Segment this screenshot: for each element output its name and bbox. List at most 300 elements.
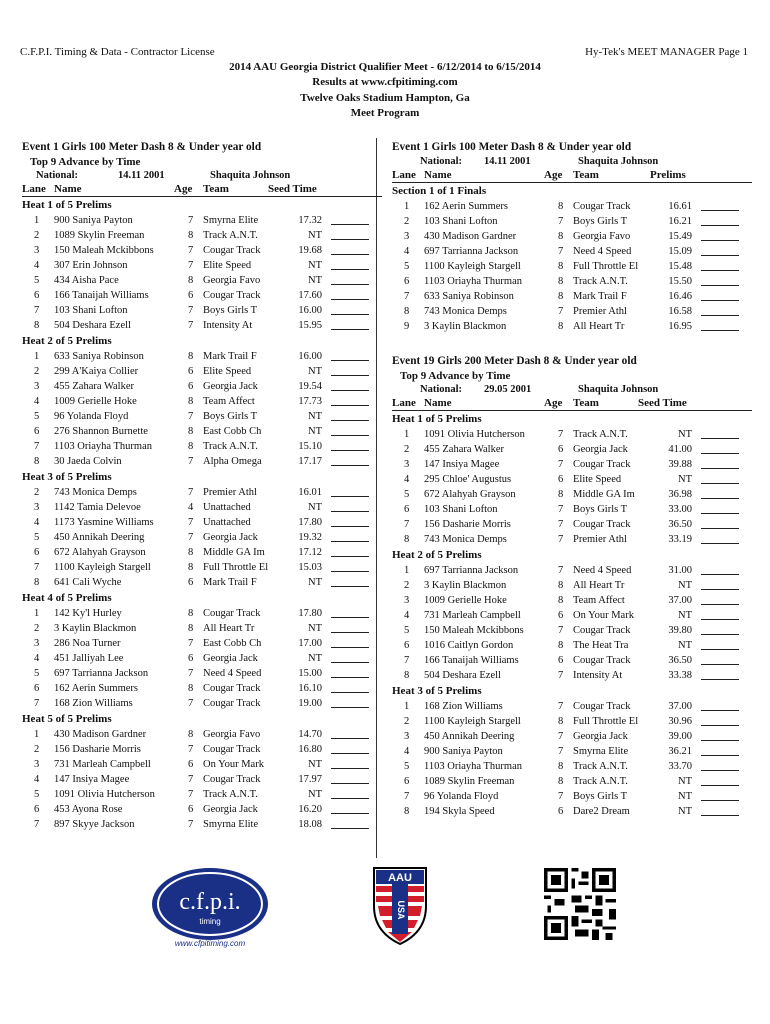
table-row	[22, 485, 382, 500]
table-row	[22, 379, 382, 394]
lane-cell: 7	[34, 305, 40, 316]
team-cell: Cougar Track	[573, 201, 631, 212]
team-cell: All Heart Tr	[573, 321, 625, 332]
age-cell: 8	[188, 683, 194, 694]
team-cell: Elite Speed	[203, 366, 252, 377]
age-cell: 7	[558, 731, 564, 742]
time-cell: 15.50	[668, 276, 692, 287]
result-blank-line	[331, 224, 369, 225]
age-cell: 6	[558, 444, 564, 455]
meet-title: 2014 AAU Georgia District Qualifier Meet - 6/12/2014 to 6/15/2014	[229, 61, 541, 73]
col-age: Age	[544, 397, 563, 409]
team-cell: Smyrna Elite	[203, 819, 259, 830]
team-cell: Georgia Favo	[203, 729, 261, 740]
result-blank-line	[701, 543, 739, 544]
result-blank-line	[701, 619, 739, 620]
age-cell: 8	[558, 640, 564, 651]
name-cell: 731 Marleah Campbell	[424, 610, 521, 621]
result-blank-line	[331, 632, 369, 633]
age-cell: 8	[188, 608, 194, 619]
result-blank-line	[331, 465, 369, 466]
name-cell: 103 Shani Lofton	[424, 216, 498, 227]
result-blank-line	[701, 740, 739, 741]
lane-cell: 5	[34, 532, 40, 543]
age-cell: 7	[558, 534, 564, 545]
team-cell: Cougar Track	[573, 701, 631, 712]
time-cell: NT	[678, 776, 692, 787]
age-cell: 8	[558, 291, 564, 302]
team-cell: Elite Speed	[573, 474, 622, 485]
team-cell: Full Throttle El	[573, 716, 639, 727]
lane-cell: 3	[34, 502, 40, 513]
team-cell: Boys Girls T	[203, 411, 258, 422]
result-blank-line	[331, 541, 369, 542]
col-team: Team	[203, 183, 229, 195]
table-row	[392, 759, 752, 774]
heat-title: Heat 2 of 5 Prelims	[22, 335, 112, 347]
name-cell: 450 Annikah Deering	[54, 532, 145, 543]
age-cell: 7	[558, 791, 564, 802]
table-row	[22, 727, 382, 742]
team-cell: Mark Trail F	[203, 577, 257, 588]
cfpi-logo-url: www.cfpitiming.com	[174, 939, 246, 948]
lane-cell: 1	[404, 201, 410, 212]
lane-cell: 1	[404, 565, 410, 576]
heat-title: Heat 1 of 5 Prelims	[22, 199, 112, 211]
cfpi-logo-text: c.f.p.i.	[179, 889, 241, 915]
name-cell: 1016 Caitlyn Gordon	[424, 640, 514, 651]
name-cell: 434 Aisha Pace	[54, 275, 119, 286]
table-row	[22, 273, 382, 288]
result-blank-line	[701, 589, 739, 590]
lane-cell: 8	[404, 306, 410, 317]
team-cell: Cougar Track	[203, 608, 261, 619]
team-cell: Georgia Favo	[203, 275, 261, 286]
age-cell: 6	[188, 804, 194, 815]
time-cell: 15.09	[668, 246, 692, 257]
age-cell: 8	[188, 275, 194, 286]
age-cell: 7	[558, 746, 564, 757]
name-cell: 1142 Tamia Delevoe	[54, 502, 141, 513]
header-right: Hy-Tek's MEET MANAGER Page 1	[585, 46, 748, 58]
national-time: 14.11 2001	[484, 156, 531, 167]
table-row	[392, 578, 752, 593]
team-cell: Cougar Track	[203, 698, 261, 709]
age-cell: 6	[188, 577, 194, 588]
table-row	[22, 742, 382, 757]
team-cell: Georgia Jack	[203, 532, 258, 543]
age-cell: 8	[558, 580, 564, 591]
name-cell: 168 Zion Williams	[424, 701, 503, 712]
heat-title: Heat 3 of 5 Prelims	[392, 685, 482, 697]
col-name: Name	[424, 397, 452, 409]
name-cell: 731 Marleah Campbell	[54, 759, 151, 770]
name-cell: 3 Kaylin Blackmon	[424, 580, 507, 591]
heat-title: Heat 1 of 5 Prelims	[392, 413, 482, 425]
lane-cell: 5	[34, 411, 40, 422]
time-cell: 37.00	[668, 595, 692, 606]
age-cell: 8	[188, 562, 194, 573]
time-cell: NT	[308, 759, 322, 770]
cfpi-logo-sub: timing	[199, 917, 221, 926]
result-blank-line	[331, 254, 369, 255]
name-cell: 697 Tarrianna Jackson	[424, 565, 519, 576]
table-row	[392, 563, 752, 578]
lane-cell: 4	[404, 246, 410, 257]
name-cell: 633 Saniya Robinson	[54, 351, 144, 362]
table-row	[392, 319, 752, 334]
age-cell: 6	[188, 366, 194, 377]
aau-logo-top: AAU	[388, 872, 412, 884]
age-cell: 8	[558, 776, 564, 787]
team-cell: Track A.N.T.	[203, 789, 258, 800]
heat-list	[22, 198, 382, 832]
lane-cell: 3	[404, 595, 410, 606]
time-cell: 15.49	[668, 231, 692, 242]
age-cell: 7	[188, 411, 194, 422]
name-cell: 504 Deshara Ezell	[424, 670, 501, 681]
team-cell: Mark Trail F	[573, 291, 627, 302]
time-cell: 16.80	[298, 744, 322, 755]
table-row	[392, 638, 752, 653]
table-row	[22, 696, 382, 711]
age-cell: 7	[558, 459, 564, 470]
time-cell: 16.58	[668, 306, 692, 317]
table-row	[392, 304, 752, 319]
name-cell: 430 Madison Gardner	[424, 231, 517, 242]
team-cell: Dare2 Dream	[573, 806, 630, 817]
name-cell: 156 Dasharie Morris	[54, 744, 141, 755]
col-age: Age	[544, 169, 563, 181]
team-cell: Cougar Track	[573, 655, 631, 666]
lane-cell: 4	[404, 474, 410, 485]
table-row	[392, 532, 752, 547]
table-row	[22, 802, 382, 817]
aau-logo	[370, 862, 430, 946]
team-cell: On Your Mark	[203, 759, 264, 770]
heat-title: Heat 5 of 5 Prelims	[22, 713, 112, 725]
name-cell: 1173 Yasmine Williams	[54, 517, 154, 528]
age-cell: 7	[188, 517, 194, 528]
lane-cell: 3	[404, 731, 410, 742]
team-cell: On Your Mark	[573, 610, 634, 621]
lane-cell: 6	[34, 683, 40, 694]
age-cell: 8	[558, 261, 564, 272]
lane-cell: 6	[34, 426, 40, 437]
table-row	[22, 606, 382, 621]
table-row	[392, 517, 752, 532]
age-cell: 7	[188, 487, 194, 498]
result-blank-line	[331, 783, 369, 784]
age-cell: 8	[188, 547, 194, 558]
time-cell: 36.21	[668, 746, 692, 757]
age-cell: 8	[558, 595, 564, 606]
lane-cell: 5	[404, 761, 410, 772]
time-cell: 16.00	[298, 351, 322, 362]
table-row	[392, 774, 752, 789]
time-cell: 16.01	[298, 487, 322, 498]
table-row	[392, 729, 752, 744]
result-blank-line	[331, 450, 369, 451]
name-cell: 1009 Gerielle Hoke	[54, 396, 137, 407]
team-cell: Boys Girls T	[573, 216, 628, 227]
table-row	[392, 214, 752, 229]
team-cell: Georgia Jack	[573, 731, 628, 742]
lane-cell: 3	[34, 638, 40, 649]
lane-cell: 3	[404, 459, 410, 470]
name-cell: 900 Saniya Payton	[54, 215, 133, 226]
name-cell: 1100 Kayleigh Stargell	[424, 716, 521, 727]
team-cell: Full Throttle El	[573, 261, 639, 272]
lane-cell: 7	[34, 562, 40, 573]
national-holder: Shaquita Johnson	[578, 156, 659, 167]
age-cell: 6	[188, 759, 194, 770]
time-cell: 33.70	[668, 761, 692, 772]
table-row	[22, 424, 382, 439]
time-cell: 15.10	[298, 441, 322, 452]
name-cell: 103 Shani Lofton	[424, 504, 498, 515]
result-blank-line	[701, 664, 739, 665]
col-seed: Seed Time	[638, 397, 687, 409]
result-blank-line	[331, 798, 369, 799]
time-cell: 19.00	[298, 698, 322, 709]
team-cell: Cougar Track	[203, 744, 261, 755]
lane-cell: 4	[404, 610, 410, 621]
table-row	[392, 229, 752, 244]
table-row	[22, 213, 382, 228]
result-blank-line	[701, 300, 739, 301]
team-cell: Track A.N.T.	[573, 776, 628, 787]
qr-code-icon	[544, 868, 616, 940]
lane-cell: 5	[404, 625, 410, 636]
name-cell: 633 Saniya Robinson	[424, 291, 514, 302]
result-blank-line	[331, 662, 369, 663]
time-cell: NT	[308, 577, 322, 588]
age-cell: 7	[188, 215, 194, 226]
age-cell: 7	[558, 429, 564, 440]
time-cell: 17.60	[298, 290, 322, 301]
lane-cell: 2	[34, 623, 40, 634]
result-blank-line	[331, 511, 369, 512]
name-cell: 166 Tanaijah Williams	[424, 655, 519, 666]
team-cell: Track A.N.T.	[573, 429, 628, 440]
age-cell: 8	[188, 351, 194, 362]
result-blank-line	[331, 768, 369, 769]
header-left: C.F.P.I. Timing & Data - Contractor License	[20, 46, 215, 58]
name-cell: 103 Shani Lofton	[54, 305, 128, 316]
result-blank-line	[331, 556, 369, 557]
lane-cell: 7	[34, 819, 40, 830]
time-cell: 14.70	[298, 729, 322, 740]
result-blank-line	[331, 813, 369, 814]
program-label: Meet Program	[350, 107, 420, 119]
name-cell: 743 Monica Demps	[424, 306, 507, 317]
time-cell: NT	[308, 502, 322, 513]
name-cell: 162 Aerin Summers	[54, 683, 138, 694]
event-title: Event 1 Girls 100 Meter Dash 8 & Under year old	[22, 141, 262, 153]
name-cell: 3 Kaylin Blackmon	[54, 623, 137, 634]
team-cell: Need 4 Speed	[573, 565, 632, 576]
team-cell: Intensity At	[203, 320, 253, 331]
finals-section-title: Section 1 of 1 Finals	[392, 185, 487, 197]
time-cell: 17.80	[298, 608, 322, 619]
team-cell: Smyrna Elite	[203, 215, 259, 226]
lane-cell: 7	[404, 519, 410, 530]
name-cell: 697 Tarrianna Jackson	[424, 246, 519, 257]
time-cell: 16.20	[298, 804, 322, 815]
lane-cell: 6	[34, 547, 40, 558]
age-cell: 4	[188, 502, 194, 513]
col-name: Name	[424, 169, 452, 181]
result-blank-line	[331, 390, 369, 391]
name-cell: 30 Jaeda Colvin	[54, 456, 122, 467]
table-row	[22, 621, 382, 636]
result-blank-line	[701, 679, 739, 680]
result-blank-line	[701, 574, 739, 575]
table-row	[392, 714, 752, 729]
time-cell: NT	[678, 610, 692, 621]
team-cell: Georgia Favo	[573, 231, 631, 242]
result-blank-line	[331, 420, 369, 421]
result-blank-line	[701, 483, 739, 484]
result-blank-line	[331, 496, 369, 497]
result-blank-line	[701, 225, 739, 226]
table-row	[22, 288, 382, 303]
result-blank-line	[331, 526, 369, 527]
time-cell: 17.00	[298, 638, 322, 649]
result-blank-line	[701, 513, 739, 514]
lane-cell: 4	[34, 653, 40, 664]
result-blank-line	[331, 299, 369, 300]
name-cell: 430 Madison Gardner	[54, 729, 147, 740]
team-cell: Boys Girls T	[573, 504, 628, 515]
time-cell: 17.32	[298, 215, 322, 226]
team-cell: Team Affect	[573, 595, 625, 606]
lane-cell: 6	[34, 290, 40, 301]
team-cell: Smyrna Elite	[573, 746, 629, 757]
name-cell: 194 Skyla Speed	[424, 806, 495, 817]
age-cell: 7	[188, 774, 194, 785]
time-cell: 17.97	[298, 774, 322, 785]
team-cell: Cougar Track	[203, 290, 261, 301]
age-cell: 6	[558, 474, 564, 485]
time-cell: NT	[308, 230, 322, 241]
time-cell: 16.21	[668, 216, 692, 227]
lane-cell: 1	[34, 608, 40, 619]
age-cell: 7	[558, 519, 564, 530]
team-cell: Intensity At	[573, 670, 623, 681]
result-blank-line	[331, 269, 369, 270]
table-row	[22, 258, 382, 273]
table-row	[392, 668, 752, 683]
event-title: Event 19 Girls 200 Meter Dash 8 & Under year old	[392, 355, 637, 367]
table-row	[22, 560, 382, 575]
name-cell: 900 Saniya Payton	[424, 746, 503, 757]
time-cell: NT	[678, 429, 692, 440]
time-cell: NT	[308, 260, 322, 271]
lane-cell: 1	[34, 729, 40, 740]
age-cell: 6	[558, 806, 564, 817]
table-row	[392, 289, 752, 304]
lane-cell: 1	[34, 215, 40, 226]
time-cell: NT	[308, 275, 322, 286]
age-cell: 6	[188, 381, 194, 392]
name-cell: 1100 Kayleigh Stargell	[54, 562, 151, 573]
table-row	[392, 789, 752, 804]
team-cell: Full Throttle El	[203, 562, 269, 573]
team-cell: East Cobb Ch	[203, 638, 262, 649]
name-cell: 147 Insiya Magee	[424, 459, 500, 470]
time-cell: NT	[678, 474, 692, 485]
time-cell: NT	[308, 426, 322, 437]
age-cell: 8	[558, 489, 564, 500]
col-name: Name	[54, 183, 82, 195]
table-row	[392, 274, 752, 289]
lane-cell: 8	[404, 534, 410, 545]
time-cell: NT	[308, 411, 322, 422]
col-lane: Lane	[392, 397, 416, 409]
lane-cell: 2	[34, 366, 40, 377]
col-team: Team	[573, 169, 599, 181]
team-cell: All Heart Tr	[203, 623, 255, 634]
team-cell: Cougar Track	[573, 519, 631, 530]
team-cell: Track A.N.T.	[203, 441, 258, 452]
lane-cell: 8	[34, 320, 40, 331]
team-cell: Need 4 Speed	[573, 246, 632, 257]
age-cell: 7	[188, 744, 194, 755]
age-cell: 8	[188, 441, 194, 452]
national-holder: Shaquita Johnson	[578, 384, 659, 395]
time-cell: NT	[678, 791, 692, 802]
lane-cell: 3	[34, 381, 40, 392]
national-time: 29.05 2001	[484, 384, 532, 395]
time-cell: 16.00	[298, 305, 322, 316]
table-row	[22, 364, 382, 379]
team-cell: Premier Athl	[203, 487, 257, 498]
table-row	[22, 772, 382, 787]
time-cell: 39.80	[668, 625, 692, 636]
name-cell: 455 Zahara Walker	[424, 444, 505, 455]
lane-cell: 2	[34, 487, 40, 498]
lane-cell: 6	[404, 776, 410, 787]
result-blank-line	[701, 755, 739, 756]
name-cell: 453 Ayona Rose	[54, 804, 123, 815]
lane-cell: 8	[404, 670, 410, 681]
table-row	[22, 666, 382, 681]
col-seed: Seed Time	[268, 183, 317, 195]
time-cell: NT	[678, 640, 692, 651]
name-cell: 295 Chloe' Augustus	[424, 474, 512, 485]
result-blank-line	[701, 649, 739, 650]
time-cell: NT	[308, 653, 322, 664]
advance-note: Top 9 Advance by Time	[30, 156, 141, 168]
name-cell: 897 Skyye Jackson	[54, 819, 135, 830]
col-team: Team	[573, 397, 599, 409]
result-blank-line	[331, 239, 369, 240]
name-cell: 1089 Skylin Freeman	[54, 230, 145, 241]
result-blank-line	[331, 375, 369, 376]
age-cell: 7	[188, 819, 194, 830]
age-cell: 7	[558, 216, 564, 227]
lane-cell: 1	[404, 701, 410, 712]
result-blank-line	[701, 453, 739, 454]
result-blank-line	[701, 770, 739, 771]
team-cell: All Heart Tr	[573, 580, 625, 591]
table-row	[22, 454, 382, 469]
name-cell: 276 Shannon Burnette	[54, 426, 148, 437]
team-cell: Team Affect	[203, 396, 255, 407]
table-row	[392, 744, 752, 759]
